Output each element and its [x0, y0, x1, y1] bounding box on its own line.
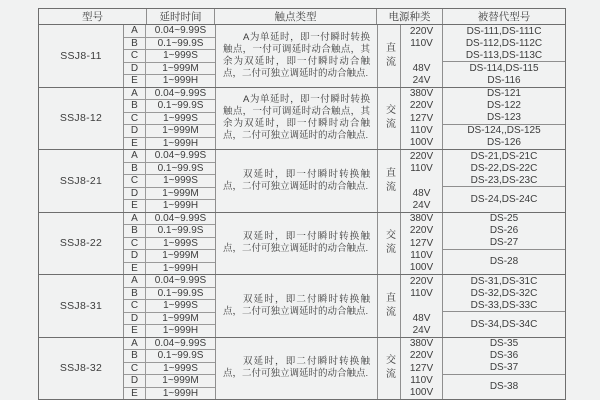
table-row: [124, 300, 215, 313]
variant-letter: A: [124, 338, 146, 350]
variant-letter: C: [124, 175, 146, 187]
delay-range: 1~999M: [162, 125, 199, 137]
variant-letter: A: [124, 88, 146, 100]
voltage-value: 220V: [409, 350, 434, 362]
delay-range: 1~999M: [162, 312, 199, 324]
delay-range: 1~999H: [162, 387, 199, 399]
variant-letter: B: [124, 350, 146, 362]
replaced-models: [443, 25, 565, 87]
table-row: [124, 163, 215, 176]
delay-rows: [124, 25, 216, 87]
variant-letter: D: [124, 63, 146, 75]
variant-letter: B: [124, 163, 146, 175]
voltage-value: 110V: [410, 162, 433, 174]
delay-rows: [124, 150, 216, 212]
table-row: [124, 250, 215, 263]
contact-text: 双延时，即一付瞬时转换触点，二付可独立调延时的动合触点.: [223, 231, 370, 255]
replaced-group: [443, 88, 565, 124]
replaced-model: DS-112,DS-112C: [465, 37, 543, 49]
variant-letter: B: [124, 100, 146, 112]
variant-letter: A: [124, 25, 146, 37]
replaced-model: DS-36: [489, 350, 519, 362]
table-row: [124, 388, 215, 400]
table-row: [124, 213, 215, 226]
table-row: [124, 100, 215, 113]
variant-letter: E: [124, 138, 146, 150]
variant-letter: C: [124, 113, 146, 125]
voltage-value: 127V: [409, 237, 434, 249]
variant-letter: A: [124, 275, 146, 287]
delay-range: 0.04~9.99S: [154, 87, 207, 99]
voltage-value: 380V: [409, 338, 434, 350]
table-row: [124, 238, 215, 251]
voltage-list: [401, 25, 443, 87]
table-row: [124, 75, 215, 87]
table-row: [124, 138, 215, 150]
delay-range: 1~999M: [162, 187, 199, 199]
delay-range: 1~999H: [162, 262, 199, 274]
replaced-model: DS-121: [487, 88, 521, 100]
table-row: [124, 350, 215, 363]
delay-range: 1~999S: [163, 175, 198, 187]
table-row: [124, 313, 215, 326]
replaced-model: DS-114,DS-115: [469, 62, 539, 74]
voltage-value: 48V: [412, 312, 431, 324]
replaced-model: DS-26: [489, 225, 519, 237]
delay-range: 1~999S: [163, 362, 198, 374]
delay-range: 1~999H: [162, 75, 199, 87]
delay-range: 0.1~99.9S: [157, 287, 204, 299]
replaced-model: DS-111,DS-111C: [466, 25, 542, 37]
table-row: [124, 50, 215, 63]
replaced-group: [443, 213, 565, 249]
model-name: SSJ8-22: [39, 213, 124, 275]
delay-range: 0.1~99.9S: [157, 100, 204, 112]
header-row: [39, 9, 565, 24]
voltage-value: 48V: [412, 62, 431, 74]
contact-description: [216, 88, 378, 150]
replaced-group: [443, 186, 565, 211]
table-row: [124, 325, 215, 337]
voltage-value: 100V: [409, 262, 434, 274]
replaced-group: [443, 124, 565, 149]
replaced-model: DS-31,DS-31C: [470, 275, 538, 287]
section-ssj8-31: [39, 274, 565, 337]
variant-letter: C: [124, 300, 146, 312]
variant-letter: B: [124, 288, 146, 300]
delay-range: 1~999H: [162, 325, 199, 337]
replaced-model: DS-25: [489, 213, 519, 225]
delay-rows: [124, 88, 216, 150]
replaced-model: DS-24,DS-24C: [470, 193, 538, 205]
section-ssj8-11: [39, 24, 565, 87]
replaced-group: [443, 275, 565, 311]
variant-letter: C: [124, 238, 146, 250]
voltage-value: 110V: [410, 37, 433, 49]
voltage-value: 220V: [409, 150, 434, 162]
replaced-model: DS-122: [487, 100, 521, 112]
contact-description: [216, 150, 378, 212]
model-name: SSJ8-32: [39, 338, 124, 400]
voltage-value: 24V: [412, 74, 431, 86]
model-name: SSJ8-21: [39, 150, 124, 212]
section-ssj8-21: [39, 149, 565, 212]
delay-range: 0.1~99.9S: [157, 350, 204, 362]
contact-description: [216, 25, 378, 87]
replaced-models: [443, 213, 565, 275]
voltage-value: 220V: [409, 275, 434, 287]
delay-rows: [124, 275, 216, 337]
variant-letter: D: [124, 375, 146, 387]
replaced-model: DS-124,,DS-125: [467, 125, 541, 137]
table-row: [124, 200, 215, 212]
variant-letter: D: [124, 250, 146, 262]
voltage-list: [401, 213, 443, 275]
voltage-value: 100V: [409, 387, 434, 399]
voltage-value: 24V: [412, 199, 431, 211]
contact-description: [216, 275, 378, 337]
table-row: [124, 63, 215, 76]
variant-letter: A: [124, 150, 146, 162]
section-ssj8-32: [39, 337, 565, 400]
replaced-group: [443, 338, 565, 374]
table-row: [124, 113, 215, 126]
delay-range: 0.04~9.99S: [154, 150, 207, 162]
replaced-model: DS-34,DS-34C: [470, 318, 538, 330]
power-type: 直流: [378, 25, 401, 87]
contact-text: 双延时，即二付瞬时转换触点，二付可独立调延时的动合触点.: [223, 356, 370, 380]
replaced-model: DS-35: [489, 338, 519, 350]
table-row: [124, 275, 215, 288]
replaced-models: [443, 88, 565, 150]
voltage-value: 220V: [409, 100, 434, 112]
variant-letter: D: [124, 188, 146, 200]
voltage-value: 110V: [410, 287, 433, 299]
voltage-value: 48V: [412, 187, 431, 199]
delay-range: 0.1~99.9S: [157, 37, 204, 49]
variant-letter: B: [124, 225, 146, 237]
replaced-model: DS-32,DS-32C: [470, 287, 538, 299]
replaced-group: [443, 311, 565, 336]
table-row: [124, 363, 215, 376]
col-header-model: 型号: [39, 9, 147, 24]
variant-letter: E: [124, 75, 146, 87]
replaced-model: DS-37: [489, 362, 519, 374]
contact-description: [216, 338, 378, 400]
table-row: [124, 150, 215, 163]
delay-range: 1~999H: [162, 137, 199, 149]
voltage-value: 24V: [412, 324, 431, 336]
voltage-value: 110V: [410, 125, 433, 137]
replaced-models: [443, 338, 565, 400]
table-row: [124, 375, 215, 388]
voltage-value: 220V: [409, 225, 434, 237]
replaced-models: [443, 275, 565, 337]
replaced-group: [443, 150, 565, 186]
contact-text: 双延时，即二付瞬时转换触点，二付可独立调延时的动合触点.: [223, 293, 370, 317]
power-type: 直流: [378, 150, 401, 212]
variant-letter: A: [124, 213, 146, 225]
table-row: [124, 263, 215, 275]
voltage-list: [401, 275, 443, 337]
replaced-model: DS-38: [489, 381, 519, 393]
voltage-list: [401, 338, 443, 400]
power-type: 交流: [378, 213, 401, 275]
contact-text: A为单延时，即一付瞬时转换触点，一付可调延时动合触点，其余为双延时，即一付瞬时动合触点，二付可独立调延时的动合触点.: [223, 31, 370, 79]
voltage-value: [401, 300, 442, 312]
delay-range: 1~999S: [163, 112, 198, 124]
voltage-value: 110V: [410, 375, 433, 387]
replaced-model: DS-22,DS-22C: [470, 162, 538, 174]
delay-range: 0.04~9.99S: [154, 212, 207, 224]
table-row: [124, 288, 215, 301]
col-header-contact: 触点类型: [215, 9, 377, 24]
replaced-group: [443, 249, 565, 274]
replaced-group: [443, 61, 565, 86]
replaced-model: DS-126: [487, 137, 521, 149]
variant-letter: E: [124, 263, 146, 275]
voltage-value: 127V: [409, 362, 434, 374]
variant-letter: D: [124, 125, 146, 137]
contact-text: A为单延时，即一付瞬时转换触点，一付可调延时动合触点，其余为双延时，即一付瞬时动合触点，二付可独立调延时的动合触点.: [223, 94, 370, 142]
model-name: SSJ8-11: [39, 25, 124, 87]
delay-range: 1~999M: [162, 250, 199, 262]
table-row: [124, 225, 215, 238]
table-row: [124, 188, 215, 201]
table-row: [124, 175, 215, 188]
replaced-model: DS-33,DS-33C: [470, 299, 538, 311]
voltage-value: 100V: [409, 137, 434, 149]
voltage-value: 220V: [409, 25, 434, 37]
voltage-value: 110V: [410, 250, 433, 262]
replaced-group: [443, 374, 565, 399]
variant-letter: B: [124, 38, 146, 50]
power-type: 交流: [378, 88, 401, 150]
replaced-group: [443, 25, 565, 61]
delay-range: 0.1~99.9S: [157, 225, 204, 237]
variant-letter: C: [124, 50, 146, 62]
power-type: 交流: [378, 338, 401, 400]
table-row: [124, 38, 215, 51]
replaced-model: DS-113,DS-113C: [465, 49, 543, 61]
model-name: SSJ8-12: [39, 88, 124, 150]
power-type: 直流: [378, 275, 401, 337]
replaced-model: DS-123: [487, 112, 521, 124]
variant-letter: E: [124, 388, 146, 400]
voltage-value: 380V: [409, 88, 434, 100]
table-row: [124, 25, 215, 38]
voltage-value: 127V: [409, 112, 434, 124]
variant-letter: C: [124, 363, 146, 375]
delay-range: 1~999S: [163, 50, 198, 62]
delay-range: 0.04~9.99S: [154, 337, 207, 349]
variant-letter: E: [124, 200, 146, 212]
voltage-value: [401, 175, 442, 187]
table-row: [124, 125, 215, 138]
delay-rows: [124, 213, 216, 275]
table-row: [124, 338, 215, 351]
voltage-value: 380V: [409, 213, 434, 225]
section-ssj8-12: [39, 87, 565, 150]
voltage-value: [401, 50, 442, 62]
delay-range: 0.1~99.9S: [157, 162, 204, 174]
spec-table: [38, 8, 566, 400]
delay-range: 1~999S: [163, 237, 198, 249]
delay-range: 1~999M: [162, 62, 199, 74]
variant-letter: E: [124, 325, 146, 337]
replaced-model: DS-23,DS-23C: [470, 174, 538, 186]
table-row: [124, 88, 215, 101]
voltage-list: [401, 88, 443, 150]
replaced-model: DS-28: [489, 256, 519, 268]
replaced-model: DS-116: [487, 74, 521, 86]
delay-range: 0.04~9.99S: [154, 25, 207, 37]
delay-rows: [124, 338, 216, 400]
variant-letter: D: [124, 313, 146, 325]
col-header-power: 电源种类: [377, 9, 443, 24]
contact-text: 双延时，即一付瞬时转换触点，二付可独立调延时的动合触点.: [223, 168, 370, 192]
replaced-model: DS-21,DS-21C: [470, 150, 538, 162]
replaced-models: [443, 150, 565, 212]
delay-range: 0.04~9.99S: [154, 275, 207, 287]
delay-range: 1~999M: [162, 375, 199, 387]
model-name: SSJ8-31: [39, 275, 124, 337]
col-header-delay: 延时时间: [147, 9, 215, 24]
delay-range: 1~999S: [163, 300, 198, 312]
voltage-list: [401, 150, 443, 212]
replaced-model: DS-27: [489, 237, 519, 249]
contact-description: [216, 213, 378, 275]
delay-range: 1~999H: [162, 200, 199, 212]
section-ssj8-22: [39, 212, 565, 275]
col-header-replaced: 被替代型号: [477, 11, 531, 23]
